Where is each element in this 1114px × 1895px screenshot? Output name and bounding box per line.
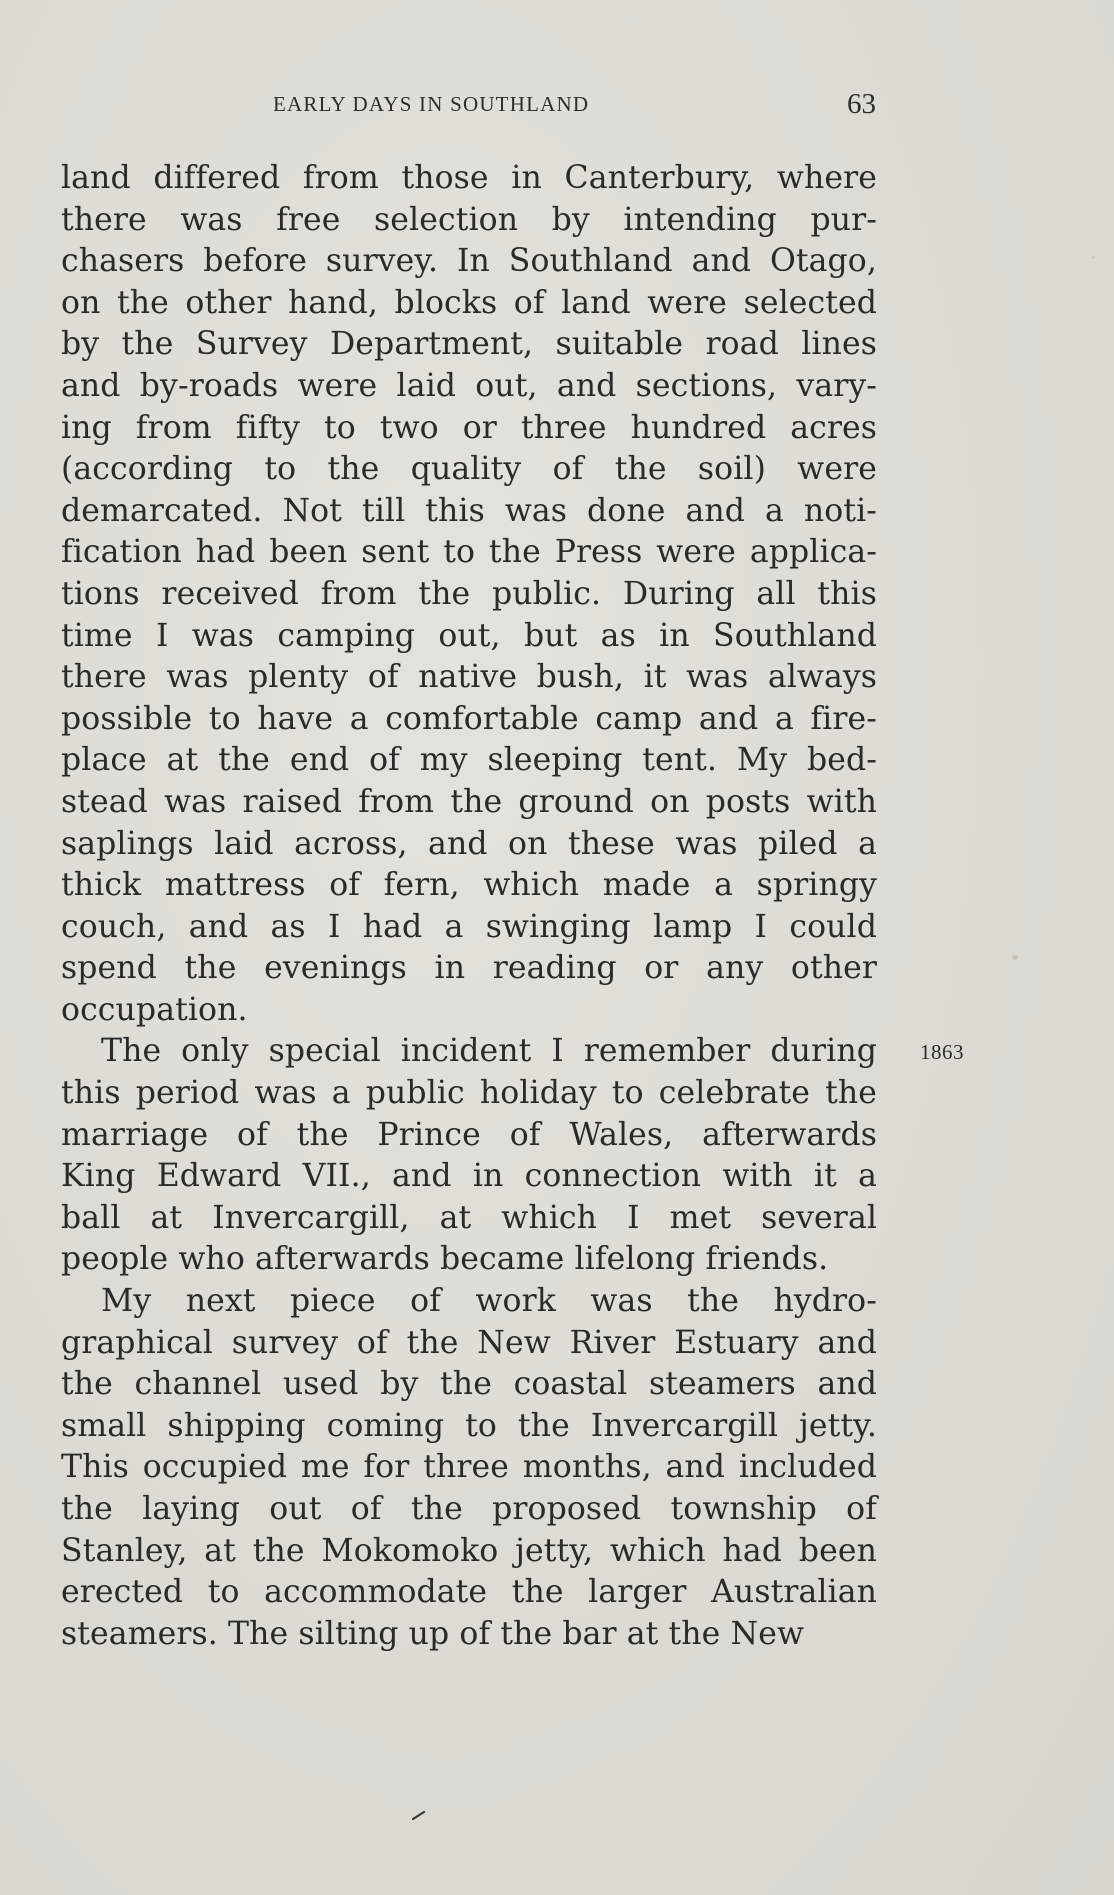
text-line: the laying out of the proposed township of (61, 1491, 877, 1527)
text-line: occupation. (61, 991, 248, 1028)
text-line: fication had been sent to the Press were applica- (61, 534, 877, 571)
text-line: marriage of the Prince of Wales, afterwards (61, 1116, 877, 1153)
text-line: erected to accommodate the larger Australian (61, 1574, 877, 1611)
text-line: possible to have a comfortable camp and a fire- (61, 700, 877, 737)
text-line: King Edward VII., and in connection with it a (61, 1158, 877, 1195)
text-line: tions received from the public. During all this (61, 575, 877, 612)
page-number: 63 (847, 88, 876, 120)
text-line: small shipping coming to the Invercargill jetty. (61, 1407, 877, 1444)
text-line: on the other hand, blocks of land were selected (61, 284, 877, 321)
body-text (61, 158, 877, 1655)
text-line: this period was a public holiday to celebrate the (61, 1075, 877, 1112)
text-line: and by-roads were laid out, and sections, vary- (61, 367, 877, 404)
paragraph (61, 158, 877, 1031)
text-line: there was plenty of native bush, it was always (61, 659, 877, 696)
paper-speck (1092, 256, 1095, 259)
text-line: This occupied me for three months, and included (61, 1449, 877, 1486)
text-line: place at the end of my sleeping tent. My bed- (61, 742, 877, 779)
text-line: land differed from those in Canterbury, where (61, 160, 877, 196)
text-line: Stanley, at the Mokomoko jetty, which had been (61, 1532, 877, 1569)
running-head-title: EARLY DAYS IN SOUTHLAND (273, 92, 590, 116)
pencil-mark (412, 1810, 426, 1820)
text-line: time I was camping out, but as in Southland (61, 617, 877, 654)
text-line: the channel used by the coastal steamers and (61, 1366, 877, 1403)
text-line: couch, and as I had a swinging lamp I could (61, 908, 877, 945)
text-line: people who afterwards became lifelong friends. (61, 1241, 829, 1278)
paragraph (61, 1281, 877, 1655)
text-line: by the Survey Department, suitable road lines (61, 326, 877, 363)
text-line: demarcated. Not till this was done and a noti- (61, 492, 877, 529)
text-line: graphical survey of the New River Estuary and (61, 1324, 877, 1361)
text-line: The only special incident I remember during (101, 1033, 877, 1070)
margin-note-year: 1863 (920, 1040, 964, 1064)
text-line: thick mattress of fern, which made a springy (61, 867, 877, 904)
text-line: stead was raised from the ground on posts with (61, 783, 877, 820)
text-line: spend the evenings in reading or any other (61, 950, 877, 987)
text-line: My next piece of work was the hydro- (101, 1283, 877, 1320)
text-line: chasers before survey. In Southland and Otago, (61, 243, 877, 280)
text-line: saplings laid across, and on these was piled a (61, 825, 877, 862)
text-line: (according to the quality of the soil) were (61, 451, 877, 488)
paragraph (61, 1031, 877, 1281)
text-line: steamers. The silting up of the bar at the New (61, 1615, 805, 1652)
text-line: ball at Invercargill, at which I met several (61, 1199, 877, 1236)
text-line: ing from fifty to two or three hundred acres (61, 409, 877, 446)
text-line: there was free selection by intending pur- (61, 201, 877, 238)
paper-speck (1012, 955, 1018, 960)
